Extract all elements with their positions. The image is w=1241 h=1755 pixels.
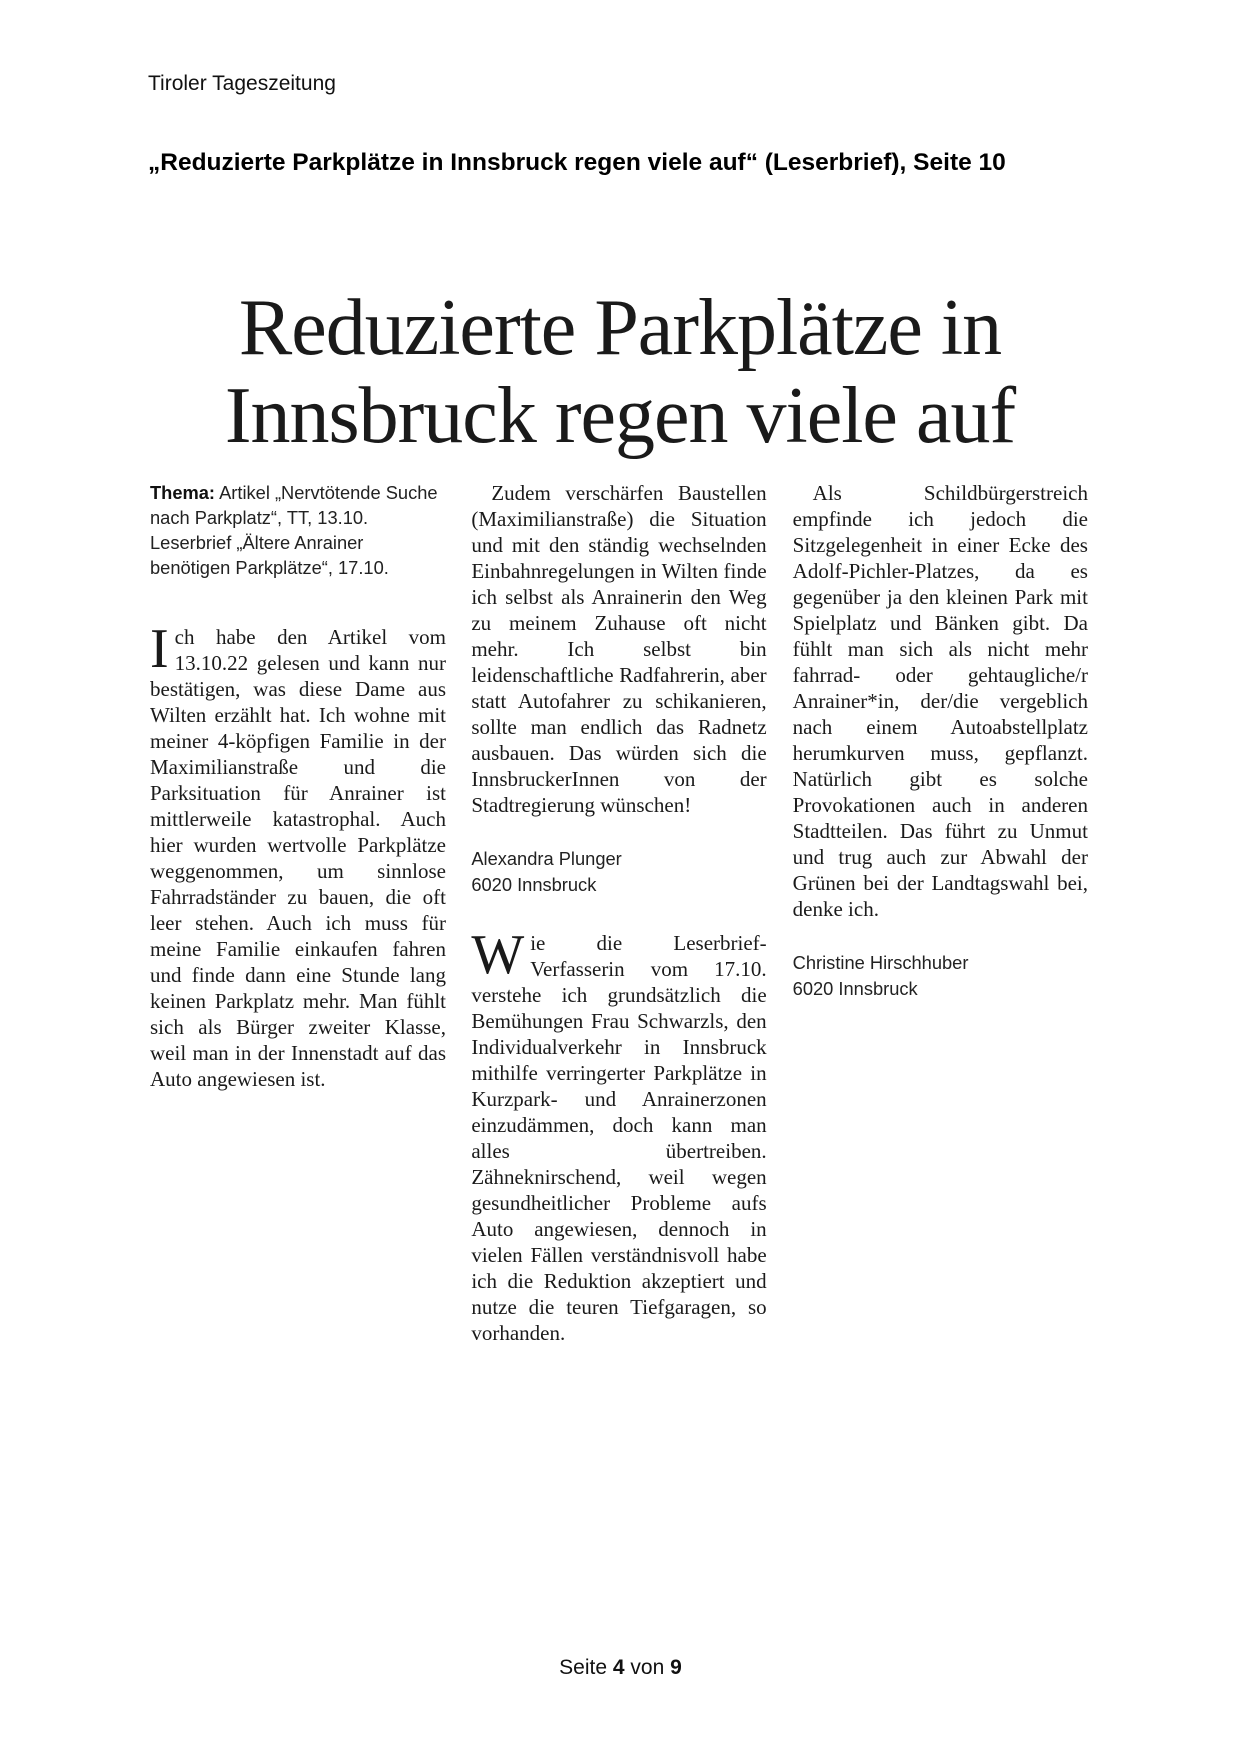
footer-page-number: 4 (612, 1656, 625, 1679)
letter1-p1-text: ch habe den Artikel vom 13.10.22 gelesen und kann nur bestätigen, was diese Dame aus Wilten erzählt hat. Ich wohne mit meiner 4-köpfigen Familie in der Maximilianstraße und die Parksituation für Anrainer ist mittlerweile katastrophal. Auch hier wurden wertvolle Parkplätze weggenommen, um sinnlose Fahrradständer zu bauen, die oft leer stehen. Auch ich muss für meine Familie einkaufen fahren und finde dann eine Stunde lang keinen Parkplatz mehr. Man fühlt sich als Bürger zweiter Klasse, weil man in der Innenstadt auf das Auto angewiesen ist. (150, 625, 446, 1091)
letter2-p1-text: ie die Leserbrief-Verfasserin vom 17.10. verstehe ich grundsätzlich die Bemühungen Frau Schwarzls, den Individualverkehr in Innsbruck mithilfe verringerter Parkplätze in Kurzpark- und Anrainerzonen einzudämmen, doch kann man alles übertreiben. Zähneknirschend, weil wegen gesundheitlicher Probleme aufs Auto angewiesen, dennoch in vielen Fällen verständnisvoll habe ich die Reduktion akzeptiert und nutze die teuren Tiefgaragen, so vorhanden. (471, 931, 767, 1345)
letter2-paragraph-1 (471, 924, 767, 1346)
letter2-city: 6020 Innsbruck (792, 978, 918, 999)
letter1-dropcap: I (150, 618, 169, 680)
letter1-paragraph-2: Zudem verschärfen Baustellen (Maximilianstraße) die Situation und mit den ständig wechselnden Einbahnregelungen in Wilten finde ich selbst als Anrainerin den Weg zu meinem Zuhause oft nicht mehr. Ich selbst bin leidenschaftliche Radfahrerin, aber statt Autofahrer zu schikanieren, sollte man endlich das Radnetz ausbauen. Das würden sich die InnsbruckerInnen von der Stadtregierung wünschen! (471, 481, 767, 817)
article-columns-layer-2 (150, 480, 1088, 1346)
page-footer (0, 1656, 1241, 1680)
letter2-paragraph-2: Als Schildbürgerstreich empfinde ich jedoch die Sitzgelegenheit in einer Ecke des Adolf-Pichler-Platzes, da es gegenüber ja den kleinen Park mit Spielplatz und Bänken gibt. Da fühlt man sich als nicht mehr fahrrad- oder gehtaugliche/r Anrainer*in, der/die vergeblich nach einem Autoabstellplatz herumkurven muss, gepflanzt. Natürlich gibt es solche Provokationen auch in anderen Stadtteilen. Das führt zu Unmut und trug auch zur Abwahl der Grünen bei der Landtagswahl bei, denke ich. (792, 481, 1088, 921)
letter1-author: Alexandra Plunger (471, 848, 622, 869)
letter1-signature (471, 846, 766, 898)
footer-prefix: Seite (559, 1656, 608, 1679)
newspaper-source: Tiroler Tageszeitung (148, 72, 336, 95)
letter2-author: Christine Hirschhuber (792, 952, 969, 973)
letter1-city: 6020 Innsbruck (471, 874, 597, 895)
document-title: „Reduzierte Parkplätze in Innsbruck regen viele auf“ (Leserbrief), Seite 10 (148, 149, 1006, 176)
column-3 (793, 480, 1088, 1346)
column-2 (471, 480, 766, 1346)
footer-middle: von (630, 1656, 665, 1679)
footer-total-pages: 9 (670, 1656, 682, 1679)
letter2-signature (793, 950, 1088, 1002)
letter2-dropcap: W (471, 924, 525, 986)
topic-label: Thema: (150, 482, 216, 503)
article-headline: Reduzierte Parkplätze in Innsbruck regen viele auf (224, 284, 1016, 460)
topic-text: Artikel „Nervtötende Suche nach Parkplatz“, TT, 13.10. Leserbrief „Ältere Anrainer benötigen Parkplätze“, 17.10. (150, 482, 438, 578)
